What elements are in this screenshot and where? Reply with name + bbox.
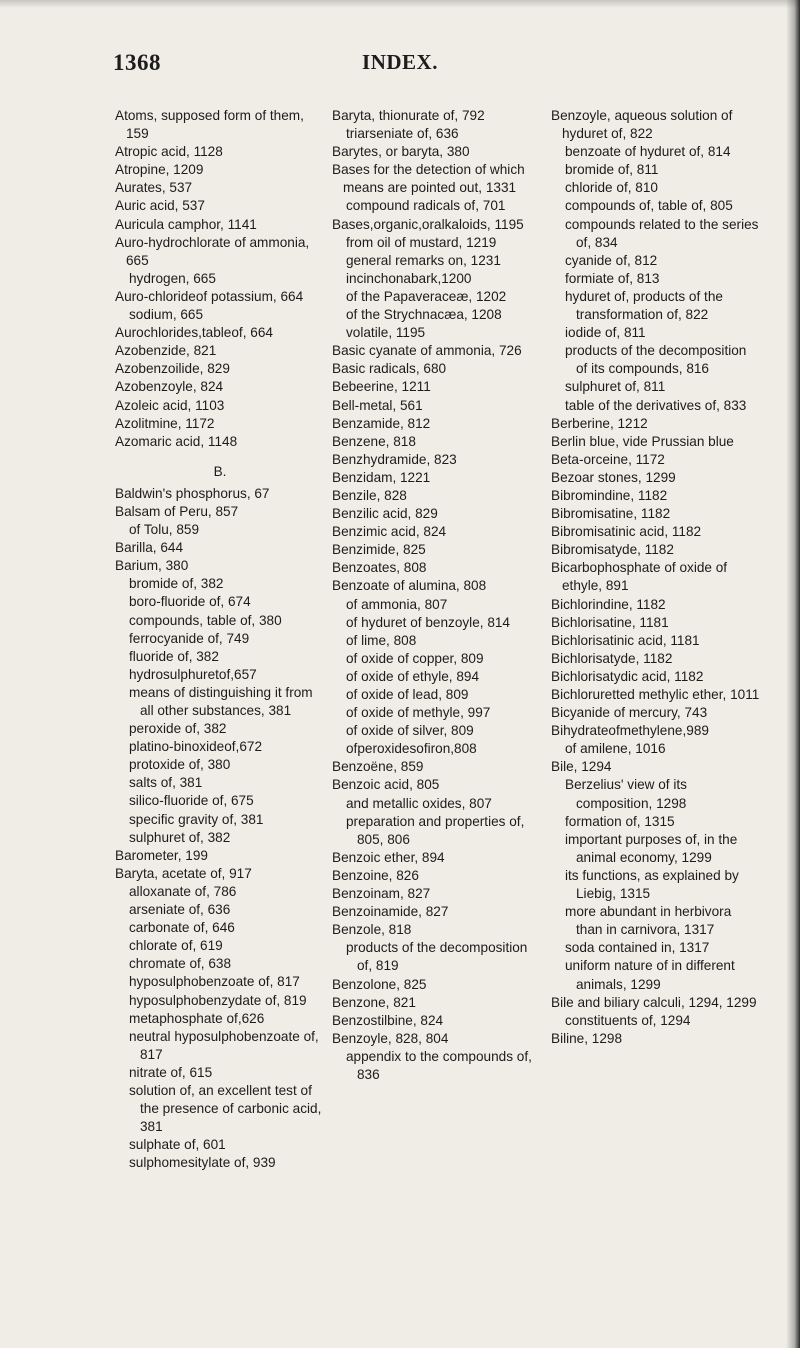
- index-entry: Baryta, acetate of, 917: [115, 865, 252, 881]
- index-entry: Atoms, supposed form of them, 159: [115, 108, 304, 142]
- index-subentry: of lime, 808: [346, 632, 417, 648]
- index-entry: Azolitmine, 1172: [115, 415, 215, 431]
- index-subentry: protoxide of, 380: [129, 757, 231, 773]
- index-entry: Berlin blue, vide Prussian blue: [551, 433, 734, 449]
- index-entry: Baryta, thionurate of, 792: [332, 108, 485, 123]
- index-entry: Aurates, 537: [115, 180, 193, 196]
- index-subentry: solution of, an excellent test of the presence of carbonic acid, 381: [129, 1082, 322, 1135]
- index-entry: Bibromindine, 1182: [551, 487, 668, 503]
- index-subentry: arseniate of, 636: [129, 902, 231, 918]
- index-entry: Bibromisatyde, 1182: [551, 542, 674, 558]
- index-subentry: of oxide of ethyle, 894: [346, 668, 480, 684]
- index-entry: Atropine, 1209: [115, 162, 204, 178]
- index-subentry: compounds related to the series of, 834: [565, 216, 759, 250]
- index-subentry: of hyduret of benzoyle, 814: [346, 614, 510, 630]
- index-column-2: [332, 107, 542, 1084]
- index-entry: Barilla, 644: [115, 540, 184, 556]
- index-entry: Benzene, 818: [332, 433, 416, 449]
- index-subentry: silico-fluoride of, 675: [129, 793, 254, 809]
- index-entry: Benzoinam, 827: [332, 886, 431, 902]
- index-entry: Benzidam, 1221: [332, 469, 431, 485]
- index-subentry: volatile, 1195: [346, 325, 426, 341]
- index-entry: Benzilic acid, 829: [332, 506, 438, 522]
- index-entry: Benzoyle, 828, 804: [332, 1030, 449, 1046]
- index-subentry: triarseniate of, 636: [346, 126, 459, 142]
- index-entry: Bichlorindine, 1182: [551, 596, 666, 612]
- index-subentry: compound radicals of, 701: [346, 198, 506, 214]
- index-subentry: chromate of, 638: [129, 956, 232, 972]
- index-entry: Bihydrateofmethylene,989: [551, 723, 709, 739]
- index-subentry: of Tolu, 859: [129, 522, 200, 538]
- page-top-shadow: [0, 0, 800, 8]
- index-subentry: products of the decomposition of its compounds, 816: [565, 343, 747, 377]
- index-subentry: salts of, 381: [129, 775, 203, 791]
- index-subentry: and metallic oxides, 807: [346, 795, 492, 811]
- index-subentry: of amilene, 1016: [565, 741, 666, 757]
- index-subentry: Berzelius' view of its composition, 1298: [565, 777, 687, 811]
- index-subentry: hydrogen, 665: [129, 270, 216, 286]
- index-subentry: preparation and properties of, 805, 806: [346, 813, 525, 847]
- index-subentry: constituents of, 1294: [565, 1012, 691, 1028]
- index-subentry: from oil of mustard, 1219: [346, 234, 497, 250]
- index-subentry: benzoate of hyduret of, 814: [565, 144, 731, 160]
- index-subentry: sulphate of, 601: [129, 1137, 226, 1153]
- index-entry: Bichlorisatinic acid, 1181: [551, 632, 700, 648]
- index-entry: Benzoëne, 859: [332, 759, 424, 775]
- index-subentry: more abundant in herbivora than in carnivora, 1317: [565, 904, 732, 938]
- index-entry: Benzole, 818: [332, 922, 412, 938]
- index-entry: Auricula camphor, 1141: [115, 216, 257, 232]
- index-subentry: carbonate of, 646: [129, 920, 235, 936]
- index-subentry: boro-fluoride of, 674: [129, 594, 251, 610]
- index-subentry: sulphomesitylate of, 939: [129, 1155, 276, 1171]
- index-entry: Benzoic ether, 894: [332, 849, 445, 865]
- index-subentry: sodium, 665: [129, 307, 204, 323]
- index-entry: Azobenzide, 821: [115, 343, 217, 359]
- index-subentry: specific gravity of, 381: [129, 811, 264, 827]
- index-subentry: alloxanate of, 786: [129, 883, 237, 899]
- index-entry: Bicyanide of mercury, 743: [551, 705, 708, 721]
- index-subentry: important purposes of, in the animal economy, 1299: [565, 831, 738, 865]
- index-entry: Bases for the detection of which means are pointed out, 1331: [332, 162, 525, 196]
- index-subentry: of the Strychnacæa, 1208: [346, 307, 502, 323]
- index-entry: Beta-orceine, 1172: [551, 451, 665, 467]
- page-number: 1368: [113, 50, 161, 75]
- index-subentry: compounds of, table of, 805: [565, 198, 733, 214]
- index-entry: Benzoates, 808: [332, 560, 427, 576]
- index-entry: Bell-metal, 561: [332, 397, 423, 413]
- index-subentry: means of distinguishing it from all other substances, 381: [129, 684, 313, 718]
- index-entry: Bichlorisatydic acid, 1182: [551, 668, 704, 684]
- index-entry: Bezoar stones, 1299: [551, 469, 676, 485]
- index-entry: Basic radicals, 680: [332, 361, 447, 377]
- index-entry: Bichloruretted methylic ether, 1011: [551, 687, 760, 702]
- index-subentry: products of the decomposition of, 819: [346, 940, 528, 974]
- index-subentry: formiate of, 813: [565, 270, 660, 286]
- index-subentry: chlorate of, 619: [129, 938, 223, 954]
- index-subentry: bromide of, 811: [565, 162, 659, 178]
- index-entry: Basic cyanate of ammonia, 726: [332, 343, 522, 359]
- index-entry: Benzone, 821: [332, 994, 416, 1010]
- index-entry: Bicarbophosphate of oxide of ethyle, 891: [551, 560, 728, 594]
- index-subentry: of oxide of copper, 809: [346, 650, 484, 666]
- index-column-3: [551, 107, 761, 1048]
- index-subentry: metaphosphate of,626: [129, 1010, 265, 1026]
- index-subentry: hyduret of, products of the transformation of, 822: [565, 288, 723, 323]
- index-subentry: hyposulphobenzydate of, 819: [129, 992, 307, 1008]
- page-title: INDEX.: [362, 50, 438, 74]
- index-entry: Bebeerine, 1211: [332, 379, 431, 395]
- index-subentry: bromide of, 382: [129, 576, 224, 592]
- index-subentry: of oxide of lead, 809: [346, 687, 469, 702]
- index-entry: Azobenzoilide, 829: [115, 361, 230, 377]
- index-entry: Bile and biliary calculi, 1294, 1299: [551, 994, 757, 1010]
- index-column-1: [115, 107, 325, 1172]
- index-subentry: sulphuret of, 382: [129, 829, 231, 845]
- index-entry: Aurochlorides,tableof, 664: [115, 325, 273, 341]
- index-entry: Bichlorisatyde, 1182: [551, 650, 673, 666]
- index-entry: Bile, 1294: [551, 759, 612, 775]
- index-subentry: incinchonabark,1200: [346, 270, 472, 286]
- index-entry: Benzimide, 825: [332, 542, 426, 558]
- index-entry: Baldwin's phosphorus, 67: [115, 485, 270, 501]
- index-subentry: general remarks on, 1231: [346, 252, 501, 268]
- index-entry: Azomaric acid, 1148: [115, 433, 238, 449]
- index-subentry: of ammonia, 807: [346, 596, 448, 612]
- index-subentry: fluoride of, 382: [129, 648, 219, 664]
- index-subentry: chloride of, 810: [565, 180, 658, 196]
- index-entry: Balsam of Peru, 857: [115, 503, 239, 519]
- index-entry: Azobenzoyle, 824: [115, 379, 224, 395]
- index-entry: Benzimic acid, 824: [332, 524, 447, 540]
- index-entry: Bibromisatinic acid, 1182: [551, 524, 702, 540]
- index-entry: Benzhydramide, 823: [332, 451, 457, 467]
- index-entry: Bases,organic,oralkaloids, 1195: [332, 216, 524, 232]
- index-subentry: cyanide of, 812: [565, 252, 658, 268]
- index-entry: Benzolone, 825: [332, 976, 427, 992]
- index-section-letter: B.: [213, 463, 227, 479]
- index-entry: Barium, 380: [115, 558, 189, 574]
- index-subentry: soda contained in, 1317: [565, 940, 710, 956]
- index-subentry: ferrocyanide of, 749: [129, 630, 250, 646]
- index-subentry: appendix to the compounds of, 836: [346, 1048, 532, 1082]
- index-entry: Barytes, or baryta, 380: [332, 144, 470, 160]
- index-subentry: formation of, 1315: [565, 813, 675, 829]
- index-entry: Auric acid, 537: [115, 198, 205, 214]
- index-entry: Benzile, 828: [332, 487, 407, 503]
- index-entry: Auro-chlorideof potassium, 664: [115, 288, 304, 304]
- index-subentry: of oxide of silver, 809: [346, 723, 474, 739]
- index-subentry: uniform nature of in different animals, 1299: [565, 958, 735, 992]
- index-subentry: ofperoxidesofiron,808: [346, 741, 477, 757]
- index-entry: Benzostilbine, 824: [332, 1012, 444, 1028]
- index-entry: Berberine, 1212: [551, 415, 648, 431]
- index-entry: Benzoine, 826: [332, 867, 419, 883]
- index-entry: Biline, 1298: [551, 1030, 623, 1046]
- index-subentry: table of the derivatives of, 833: [565, 397, 747, 413]
- index-entry: Azoleic acid, 1103: [115, 397, 225, 413]
- index-subentry: its functions, as explained by Liebig, 1315: [565, 867, 739, 902]
- page-edge-shadow: [786, 0, 800, 1348]
- index-subentry: of oxide of methyle, 997: [346, 705, 491, 721]
- index-subentry: nitrate of, 615: [129, 1064, 213, 1080]
- index-subentry: iodide of, 811: [565, 325, 646, 341]
- index-entry: Benzamide, 812: [332, 415, 431, 431]
- index-subentry: neutral hyposulphobenzoate of, 817: [129, 1028, 319, 1062]
- index-subentry: of the Papaveraceæ, 1202: [346, 288, 507, 304]
- index-subentry: sulphuret of, 811: [565, 379, 666, 395]
- index-subentry: peroxide of, 382: [129, 721, 227, 737]
- index-subentry: compounds, table of, 380: [129, 612, 282, 628]
- index-entry: Bibromisatine, 1182: [551, 506, 671, 522]
- index-entry: Atropic acid, 1128: [115, 144, 223, 160]
- index-entry: Auro-hydrochlorate of ammonia, 665: [115, 234, 310, 268]
- index-entry: Benzoic acid, 805: [332, 777, 440, 793]
- index-entry: Benzoinamide, 827: [332, 904, 449, 920]
- index-entry: Barometer, 199: [115, 847, 208, 863]
- index-subentry: hydrosulphuretof,657: [129, 666, 257, 682]
- index-entry: Benzoyle, aqueous solution of hyduret of, 822: [551, 108, 733, 142]
- index-subentry: hyposulphobenzoate of, 817: [129, 974, 300, 990]
- index-entry: Bichlorisatine, 1181: [551, 614, 669, 630]
- index-entry: Benzoate of alumina, 808: [332, 578, 487, 594]
- index-subentry: platino-binoxideof,672: [129, 739, 263, 755]
